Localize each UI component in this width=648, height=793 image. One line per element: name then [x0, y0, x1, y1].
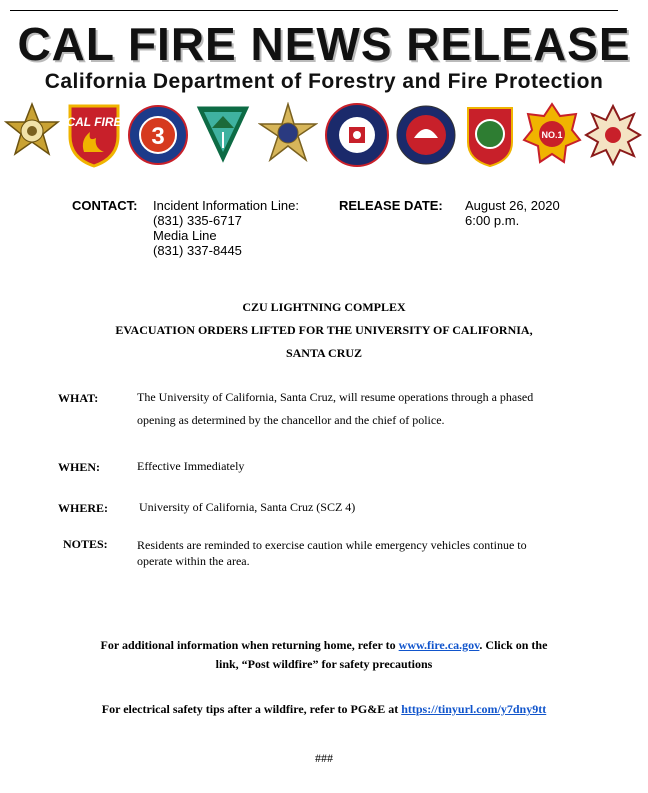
release-date-details: [465, 198, 560, 228]
fire-website-link[interactable]: www.fire.ca.gov: [398, 638, 480, 652]
san-mateo-county-fire-icon: [462, 102, 518, 168]
page-subtitle: California Department of Forestry and Fire Protection: [44, 70, 604, 93]
contact-phone-1: (831) 335-6717: [153, 213, 242, 228]
police-star-badge-icon: [258, 102, 318, 168]
notes-text-line-2: operate within the area.: [137, 554, 250, 568]
page-title: CAL FIRE NEWS RELEASE: [17, 18, 631, 70]
release-date: August 26, 2020: [465, 198, 560, 213]
boulder-creek-logo-text: NO.1: [541, 130, 563, 140]
media-line-label: Media Line: [153, 228, 217, 243]
release-time: 6:00 p.m.: [465, 213, 520, 228]
boulder-creek-fire-icon: [522, 102, 582, 168]
where-label: WHERE:: [58, 501, 109, 515]
info-line-1: [0, 636, 648, 655]
notes-text-line-1: Residents are reminded to exercise caution while emergency vehicles continue to: [137, 538, 527, 552]
forest-service-shield-icon: [194, 102, 252, 168]
contact-phone-2: (831) 337-8445: [153, 243, 242, 258]
headline-line-1: CZU LIGHTNING COMPLEX: [242, 300, 406, 314]
sheriff-badge-icon: [4, 102, 60, 168]
incident-management-team-3-icon: [128, 102, 188, 168]
imt-logo-number: 3: [151, 123, 165, 150]
what-text-line-1: The University of California, Santa Cruz, will resume operations through a phased: [137, 390, 534, 404]
notes-label: NOTES:: [63, 537, 108, 551]
what-text-line-2: opening as determined by the chancellor and the chief of police.: [137, 413, 445, 427]
where-text: University of California, Santa Cruz (SCZ 4): [139, 500, 356, 514]
headline-line-2: EVACUATION ORDERS LIFTED FOR THE UNIVERSITY OF CALIFORNIA,: [115, 323, 533, 337]
fire-maltese-cross-icon: [584, 102, 642, 168]
info-line-1-prefix: For additional information when returning home, refer to: [100, 638, 399, 652]
agency-logos: [0, 102, 648, 172]
electric-safety-text: For electrical safety tips after a wildfire, refer to PG&E at: [101, 702, 402, 716]
red-fire-patch-icon: [396, 102, 456, 168]
felton-fire-district-icon: [324, 102, 390, 168]
cal-fire-logo-text: CAL FIRE: [66, 115, 122, 129]
info-line-2: link, “Post wildfire” for safety precautions: [215, 657, 433, 671]
electric-safety-line: [0, 700, 648, 719]
notes-text: [137, 537, 617, 569]
what-label: WHAT:: [58, 391, 99, 405]
end-mark: ###: [315, 751, 333, 765]
when-text: Effective Immediately: [137, 459, 245, 473]
what-text: [137, 386, 607, 432]
cal-fire-shield-icon: [66, 102, 122, 168]
contact-label: CONTACT:: [72, 198, 138, 213]
info-line-1-suffix: . Click on the: [479, 638, 548, 652]
release-date-label: RELEASE DATE:: [339, 198, 443, 213]
pge-tinyurl-link[interactable]: https://tinyurl.com/y7dny9tt: [401, 702, 547, 716]
when-label: WHEN:: [58, 460, 100, 474]
top-rule: [10, 10, 618, 11]
contact-line-label: Incident Information Line:: [153, 198, 299, 213]
contact-details: [153, 198, 299, 258]
headline-line-3: SANTA CRUZ: [285, 346, 363, 360]
